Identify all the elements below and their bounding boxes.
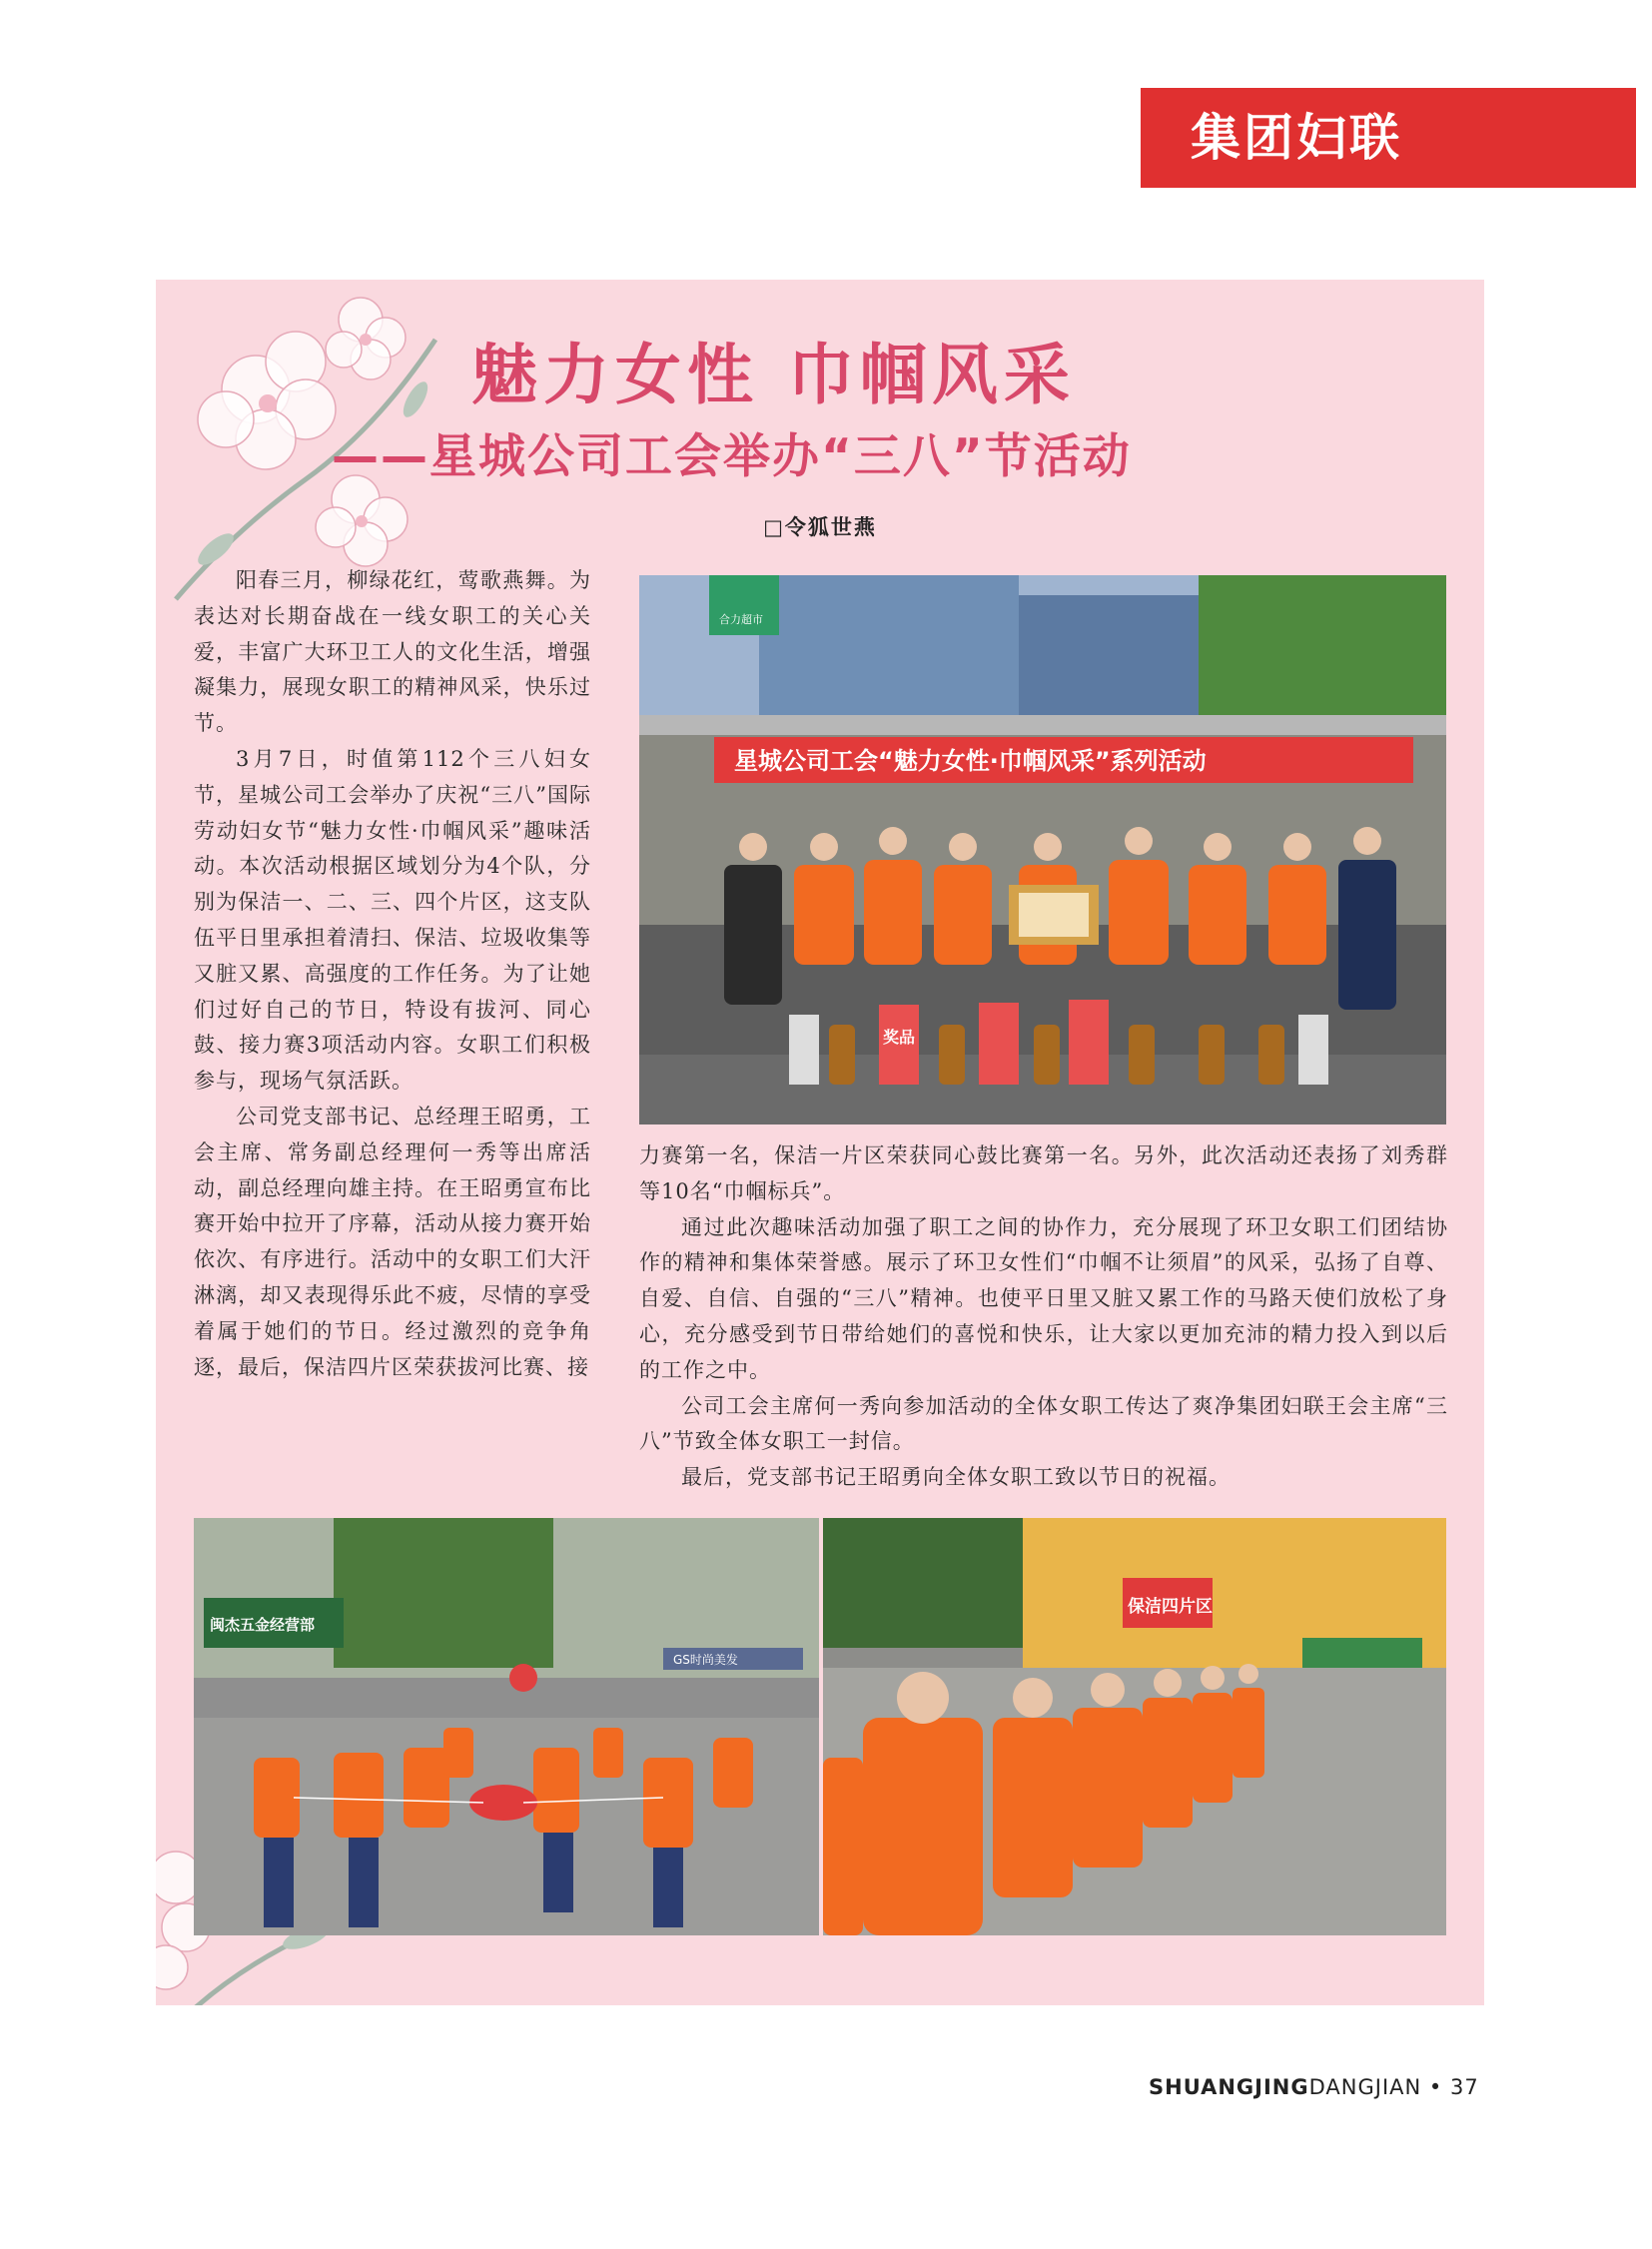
page-footer [1149,2075,1548,2099]
article-panel [156,280,1484,2005]
store-sign: 合力超市 [719,613,763,626]
article-subtitle: ——星城公司工会举办“三八”节活动 [332,429,1132,484]
section-tab [1141,88,1636,188]
team-sign: 保洁四片区 [1128,1597,1213,1617]
drum-game-photo [194,1518,819,1935]
shop-sign: 闽杰五金经营部 [210,1616,316,1634]
shop-sign-2: GS时尚美发 [673,1653,738,1667]
group-photo [639,575,1446,1124]
paragraph: 公司工会主席何一秀向参加活动的全体女职工传达了爽净集团妇联王会主席“三八”节致全体女职工一封信。 [639,1393,1448,1454]
relay-photo [823,1518,1446,1935]
paragraph: 最后，党支部书记王昭勇向全体女职工致以节日的祝福。 [681,1465,1231,1490]
paragraph: 公司党支部书记、总经理王昭勇，工会主席、常务副总经理何一秀等出席活动，副总经理向雄主持。在王昭勇宣布比赛开始中拉开了序幕，活动从接力赛开始依次、有序进行。活动中的女职工们大汗淋漓，却又表现得乐此不疲，尽情的享受着属于她们的节日。经过激烈的竞争角逐，最后，保洁四片区荣获拔河比赛、接 [194,1104,591,1379]
paragraph: 力赛第一名，保洁一片区荣获同心鼓比赛第一名。另外，此次活动还表扬了刘秀群等10名“巾帼标兵”。 [639,1143,1448,1203]
footer-separator: • [1428,2075,1443,2099]
paragraph: 通过此次趣味活动加强了职工之间的协作力，充分展现了环卫女职工们团结协作的精神和集体荣誉感。展示了环卫女性们“巾帼不让须眉”的风采，弘扬了自尊、自爱、自信、自强的“三八”精神。也使平日里又脏又累工作的马路天使们放松了身心，充分感受到节日带给她们的喜悦和快乐，让大家以更加充沛的精力投入到以后的工作之中。 [639,1214,1448,1382]
article-right-column [639,1138,1448,1496]
article-title: 魅力女性 巾帼风采 [471,337,1076,413]
page-number: 37 [1450,2075,1479,2099]
paragraph: 阳春三月，柳绿花红，莺歌燕舞。为表达对长期奋战在一线女职工的关心关爱，丰富广大环卫工人的文化生活，增强凝集力，展现女职工的精神风采，快乐过节。 [194,568,591,736]
section-label: 集团妇联 [1191,108,1402,167]
paragraph: 3月7日，时值第112个三八妇女节，星城公司工会举办了庆祝“三八”国际劳动妇女节“魅力女性·巾帼风采”趣味活动。本次活动根据区域划分为4个队，分别为保洁一、二、三、四个片区，这支队伍平日里承担着清扫、保洁、垃圾收集等又脏又累、高强度的工作任务。为了让她们过好自己的节日，特设有拔河、同心鼓、接力赛3项活动内容。女职工们积极参与，现场气氛活跃。 [194,746,591,1094]
article-left-column [194,563,591,1385]
footer-brand-bold: SHUANGJING [1149,2075,1309,2099]
prize-label: 奖品 [883,1028,916,1047]
article-author: □令狐世燕 [763,515,877,539]
banner-text: 星城公司工会“魅力女性·巾帼风采”系列活动 [734,747,1207,775]
footer-brand-light: DANGJIAN [1308,2075,1422,2099]
